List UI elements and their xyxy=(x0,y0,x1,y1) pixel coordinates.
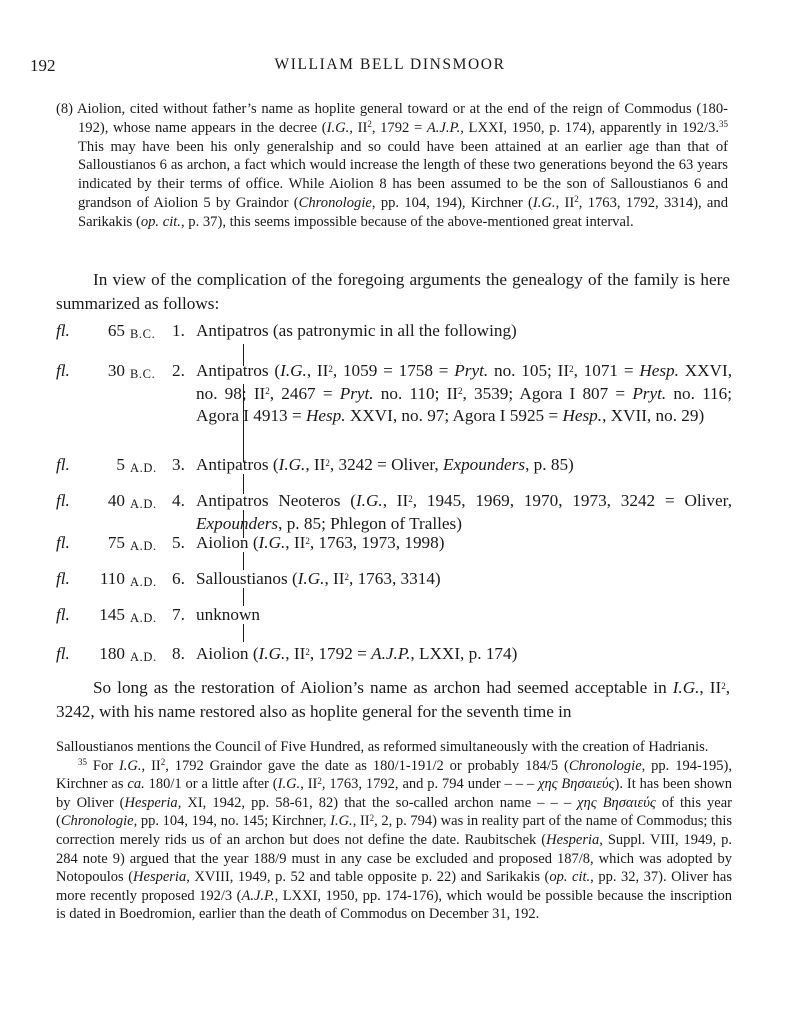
footnote-35: $^{35}$ For I.G., $II^2$, 1792 Graindor gave the date as 180/1-191/2 or probably 184/5 (Chronologie, pp. 194-195), Kirchner as ca. 180/1 or a little after (I.G., $II^2$, 1763, 1792, and p. 794 under – – – χης Βησαιεύς). It has been shown by Oliver (Hesperia, XI, 1942, pp. 58-61, 82) that the so-called archon name – – – χης Βησαιεύς of this year (Chronologie, pp. 104, 194, no. 145; Kirchner, I.G., $II^2$, 2, p. 794) was in reality part of the name of Commodus; this correction merely rids us of an archon but does not define the date. Raubitschek (Hesperia, Suppl. VIII, 1949, p. 284 note 9) argued that the year 188/9 must in any case be excluded and proposed 187/8, which was adopted by Notopoulos (Hesperia, XVIII, 1949, p. 52 and table opposite p. 22) and Sarikakis (op. cit., pp. 32, 37). Oliver has more recently proposed 192/3 (A.J.P., LXXI, 1950, pp. 174-176), which would be possible because the inscription is dated in Boedromion, earlier than the death of Commodus on December 31, 192. xyxy=(56,757,733,923)
body-paragraph: So long as the restoration of Aiolion’s name as archon had seemed acceptable in I.G., $II^2$, 3242, with his name restored also as hoplite general for the seventh time in xyxy=(56,678,730,721)
page-header xyxy=(30,56,750,80)
genealogy-entry-8-note: (8) Aiolion, cited without father’s name as hoplite general toward or at the end of the reign of Commodus (180-192), whose name appears in the decree (I.G., $II^2$, 1792 = A.J.P., LXXI, 1950, p. 174), apparently in 192/3.35 This may have been his only generalship and so could have been attained at an earlier age than that of Salloustianos 6 as archon, a fact which would increase the length of these two generations beyond the 63 years indicated by their terms of office. While Aiolion 8 has been assumed to be the son of Salloustianos 6 and grandson of Aiolion 5 by Graindor (Chronologie, pp. 104, 194), Kirchner (I.G., $II^2$, 1763, 1792, 3314), and Sarikakis (op. cit., p. 37), this seems impossible because of the above-mentioned great interval. xyxy=(56,101,728,230)
lineage-line xyxy=(243,624,244,642)
footnote-marker: 35 xyxy=(78,757,87,768)
document-page: 192 WILLIAM BELL DINSMOOR (8) Aiolion, cited without father’s name as hoplite general toward or at the end of the reign of Commodus (180-192), whose name appears in the decree (I.G., $II^2$, 1792 = A.J.P., LXXI, 1950, p. 174), apparently in 192/3.35 This may have been his only generalship and so could have been attained at an earlier age than that of Salloustianos 6 as archon, a fact which would increase the length of these two generations beyond the 63 years indicated by their terms of office. While Aiolion 8 has been assumed to be the son of Salloustianos 6 and grandson of Aiolion 5 by Graindor (Chronologie, pp. 104, 194), Kirchner (I.G., $II^2$, 1763, 1792, 3314), and Sarikakis (op. cit., p. 37), this seems impossible because of the above-mentioned great interval. In view of the complication of the foregoing arguments the genealogy of the family is here summarized as follows: fl. 65 B.C. 1. Antipatros (as patronymic in all the following) fl. 30 B.C. 2. Antipatros (I.G., $II^2$, 1059 = 1758 = Pryt. no. 105; $II^2$, 1071 = Hesp. XXVI, no. 98; $II^2$, 2467 = Pryt. no. 110; $II^2$, 3539; Agora I 807 = Pryt. no. 116; Agora I 4913 = Hesp. XXVI, no. 97; Agora I 5925 = Hesp., XVII, no. 29) fl. 5 A.D. 3. Antipatros (I.G., $II^2$, 3242 = Oliver, Expounders, p. 85) fl. 40 A.D. 4. Antipatros Neoteros (I.G., $II^2$, 1945, 1969, 1970, 1973, 3242 = Oliver, Expounders, p. 85; Phlegon of Tralles) fl. 75 A.D. 5. Aiolion (I.G., $II^2$, 1763, 1973, 1998) fl. 110 A.D. 6. Salloustianos (I.G., $II^2$, 1763, 3314) fl. 145 A.D. 7. unknown fl. 180 A.D. 8. Aiolion (I.G., $II^2$, 1792 = A.J.P., LXXI, p. 174) So long as the restoration of Aiolion’s name as archon had seemed acceptable in I.G., $II^2$, 3242, with his name restored also as hoplite general for the seventh time in Salloustianos mentions the Council of Five Hundred, as reformed simultaneously with the creation of Hadrianis. $^{35}$ For I.G., $II^2$, 1792 Graindor gave the date as 180/1-191/2 or probably 184/5 (Chronologie, pp. 194-195), Kirchner as ca. 180/1 or a little after (I.G., $II^2$, 1763, 1792, and p. 794 under – – – χης Βησαιεύς). It has been shown by Oliver (Hesperia, XI, 1942, pp. 58-61, 82) that the so-called archon name – – – χης Βησαιεύς of this year (Chronologie, pp. 104, 194, no. 145; Kirchner, I.G., $II^2$, 2, p. 794) was in reality part of the name of Commodus; this correction merely rids us of an archon but does not define the date. Raubitschek (Hesperia, Suppl. VIII, 1949, p. 284 note 9) argued that the year 188/9 must in any case be excluded and proposed 187/8, which was adopted by Notopoulos (Hesperia, XVIII, 1949, p. 52 and table opposite p. 22) and Sarikakis (op. cit., pp. 32, 37). Oliver has more recently proposed 192/3 (A.J.P., LXXI, 1950, pp. 174-176), which would be possible because the inscription is dated in Boedromion, earlier than the death of Commodus on December 31, 192. xyxy=(0,0,792,1024)
footnotes xyxy=(56,738,732,924)
running-head: WILLIAM BELL DINSMOOR xyxy=(274,56,506,73)
page-number: 192 xyxy=(30,56,56,75)
genealogy-intro-paragraph: In view of the complication of the foregoing arguments the genealogy of the family is here summarized as follows: xyxy=(56,270,730,313)
footnote-continuation: Salloustianos mentions the Council of Five Hundred, as reformed simultaneously with the creation of Hadrianis. xyxy=(56,739,709,755)
